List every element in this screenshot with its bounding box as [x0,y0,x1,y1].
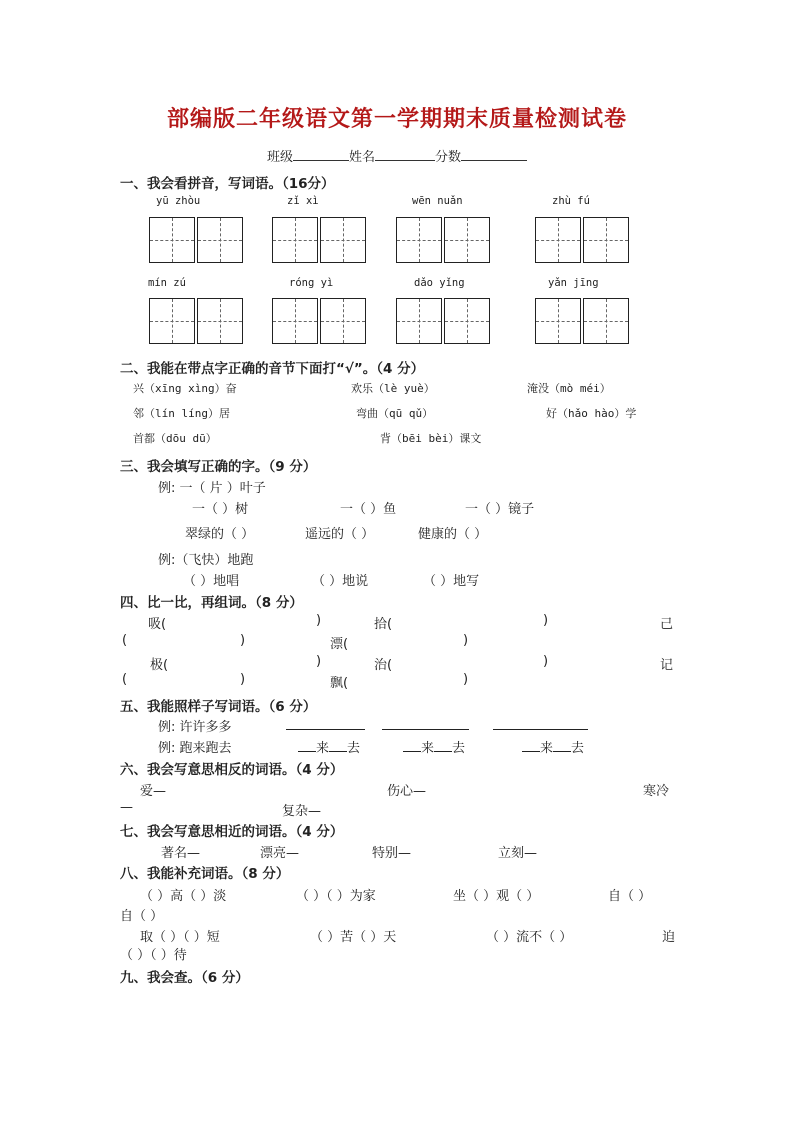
section-3-heading: 三、我会填写正确的字。（9 分） [120,459,317,475]
tian-cell[interactable] [197,217,243,263]
fill-item[interactable]: （ ）地唱 [183,574,240,589]
tian-cell[interactable] [149,217,195,263]
tian-cell[interactable] [272,217,318,263]
name-label: 姓名 [348,150,375,165]
example-text: 例: 许许多多 [158,720,232,735]
pinyin-label: mín zú [148,277,186,289]
writing-grid[interactable] [535,298,631,346]
section-7-heading: 七、我会写意思相近的词语。（4 分） [120,824,344,840]
idiom-item[interactable]: 自（ ） [608,889,652,904]
class-field[interactable] [293,148,349,161]
compare-item[interactable]: 记 [660,658,674,673]
compare-item[interactable]: 漂( [330,637,349,652]
synonym-item[interactable]: 著名— [161,846,201,861]
idiom-item[interactable]: （ ）高（ ）淡 [140,889,227,904]
tian-cell[interactable] [272,298,318,344]
pattern-item[interactable]: 来 去 [298,737,360,756]
section-8-heading: 八、我能补充词语。（8 分） [120,866,290,882]
answer-line[interactable] [286,717,365,730]
class-label: 班级 [266,150,293,165]
antonym-item[interactable]: 寒冷 [643,784,670,799]
compare-item[interactable]: 极( [150,658,169,673]
writing-grid[interactable] [149,217,245,265]
antonym-item[interactable]: 爱— [140,784,167,799]
tian-cell[interactable] [396,217,442,263]
compare-paren: ) [543,654,549,669]
fill-item[interactable]: 一（ ）镜子 [465,502,535,517]
pinyin-choice[interactable]: 背（bēi bèi）课文 [380,432,482,445]
pattern-item[interactable]: 来 去 [403,737,465,756]
compare-paren: ) [543,613,549,628]
example-text: 例: 一（ 片 ）叶子 [158,481,266,496]
pinyin-choice[interactable]: 首都（dōu dū） [133,432,217,445]
antonym-item[interactable]: 复杂— [282,804,322,819]
pinyin-label: dǎo yǐng [414,277,465,289]
compare-paren: ) [463,672,469,687]
example-text: 例: 跑来跑去 [158,741,232,756]
pinyin-label: zǐ xì [287,195,319,207]
tian-cell[interactable] [583,217,629,263]
compare-paren: ) [240,672,246,687]
fill-item[interactable]: 一（ ）鱼 [340,502,397,517]
idiom-item[interactable]: 取（ ）（ ）短 [140,930,220,945]
idiom-item[interactable]: 自（ ） [120,909,164,924]
tian-cell[interactable] [320,217,366,263]
pinyin-label: wēn nuǎn [412,195,463,207]
compare-paren: ) [316,613,322,628]
pinyin-choice[interactable]: 兴（xīng xìng）奋 [133,382,237,395]
pinyin-choice[interactable]: 邻（lín líng）居 [133,407,230,420]
antonym-dash[interactable]: — [120,800,133,815]
section-5-heading: 五、我能照样子写词语。（6 分） [120,699,317,715]
fill-item[interactable]: 健康的（ ） [418,527,488,542]
writing-grid[interactable] [535,217,631,265]
idiom-item[interactable]: （ ）苦（ ）天 [310,930,397,945]
page-title: 部编版二年级语文第一学期期末质量检测试卷 [166,106,627,132]
pinyin-label: yǎn jīng [548,277,599,289]
pinyin-choice[interactable]: 欢乐（lè yuè） [351,382,435,395]
pinyin-label: róng yì [289,277,334,289]
pattern-item[interactable]: 来 去 [522,737,584,756]
compare-item[interactable]: 吸( [148,617,167,632]
compare-paren: ) [316,654,322,669]
answer-line[interactable] [382,717,469,730]
section-6-heading: 六、我会写意思相反的词语。（4 分） [120,762,344,778]
pinyin-choice[interactable]: 弯曲（qū qǔ） [356,407,434,420]
idiom-item[interactable]: （ ）流不（ ） [486,930,573,945]
writing-grid[interactable] [149,298,245,346]
fill-item[interactable]: （ ）地写 [423,574,480,589]
fill-item[interactable]: 翠绿的（ ） [185,527,255,542]
tian-cell[interactable] [444,298,490,344]
synonym-item[interactable]: 特别— [372,846,412,861]
idiom-item[interactable]: （ ）（ ）待 [120,948,187,963]
idiom-item[interactable]: （ ）（ ）为家 [296,889,376,904]
writing-grid[interactable] [396,217,492,265]
compare-item[interactable]: 拾( [374,617,393,632]
fill-item[interactable]: 遥远的（ ） [305,527,375,542]
section-1-heading: 一、我会看拼音，写词语。（16分） [120,176,335,192]
writing-grid[interactable] [272,298,368,346]
pinyin-choice[interactable]: 好（hǎo hào）学 [546,407,637,420]
synonym-item[interactable]: 漂亮— [260,846,300,861]
pinyin-choice[interactable]: 淹没（mò méi） [527,382,611,395]
student-info [0,146,794,165]
tian-cell[interactable] [535,217,581,263]
writing-grid[interactable] [396,298,492,346]
compare-paren: ( [122,633,128,648]
antonym-item[interactable]: 伤心— [387,784,427,799]
name-field[interactable] [375,148,435,161]
compare-item[interactable]: 飘( [330,676,349,691]
pinyin-label: zhù fú [552,195,590,207]
compare-paren: ) [240,633,246,648]
tian-cell[interactable] [149,298,195,344]
tian-cell[interactable] [535,298,581,344]
answer-line[interactable] [493,717,588,730]
compare-paren: ) [463,633,469,648]
compare-paren: ( [122,672,128,687]
section-2-heading: 二、我能在带点字正确的音节下面打“√”。（4 分） [120,361,425,377]
example-text: 例:（飞快）地跑 [158,553,254,568]
section-9-heading: 九、我会查。（6 分） [120,970,249,986]
section-4-heading: 四、比一比，再组词。（8 分） [120,595,303,611]
compare-item[interactable]: 己 [660,617,674,632]
writing-grid[interactable] [272,217,368,265]
tian-cell[interactable] [320,298,366,344]
tian-cell[interactable] [396,298,442,344]
tian-cell[interactable] [197,298,243,344]
compare-item[interactable]: 治( [374,658,393,673]
fill-item[interactable]: 一（ ）树 [192,502,249,517]
idiom-item[interactable]: 坐（ ）观（ ） [453,889,540,904]
pinyin-label: yū zhòu [156,195,201,207]
score-field[interactable] [461,148,527,161]
tian-cell[interactable] [583,298,629,344]
score-label: 分数 [435,150,462,165]
idiom-item[interactable]: 迫 [662,930,676,945]
synonym-item[interactable]: 立刻— [498,846,538,861]
tian-cell[interactable] [444,217,490,263]
fill-item[interactable]: （ ）地说 [312,574,369,589]
